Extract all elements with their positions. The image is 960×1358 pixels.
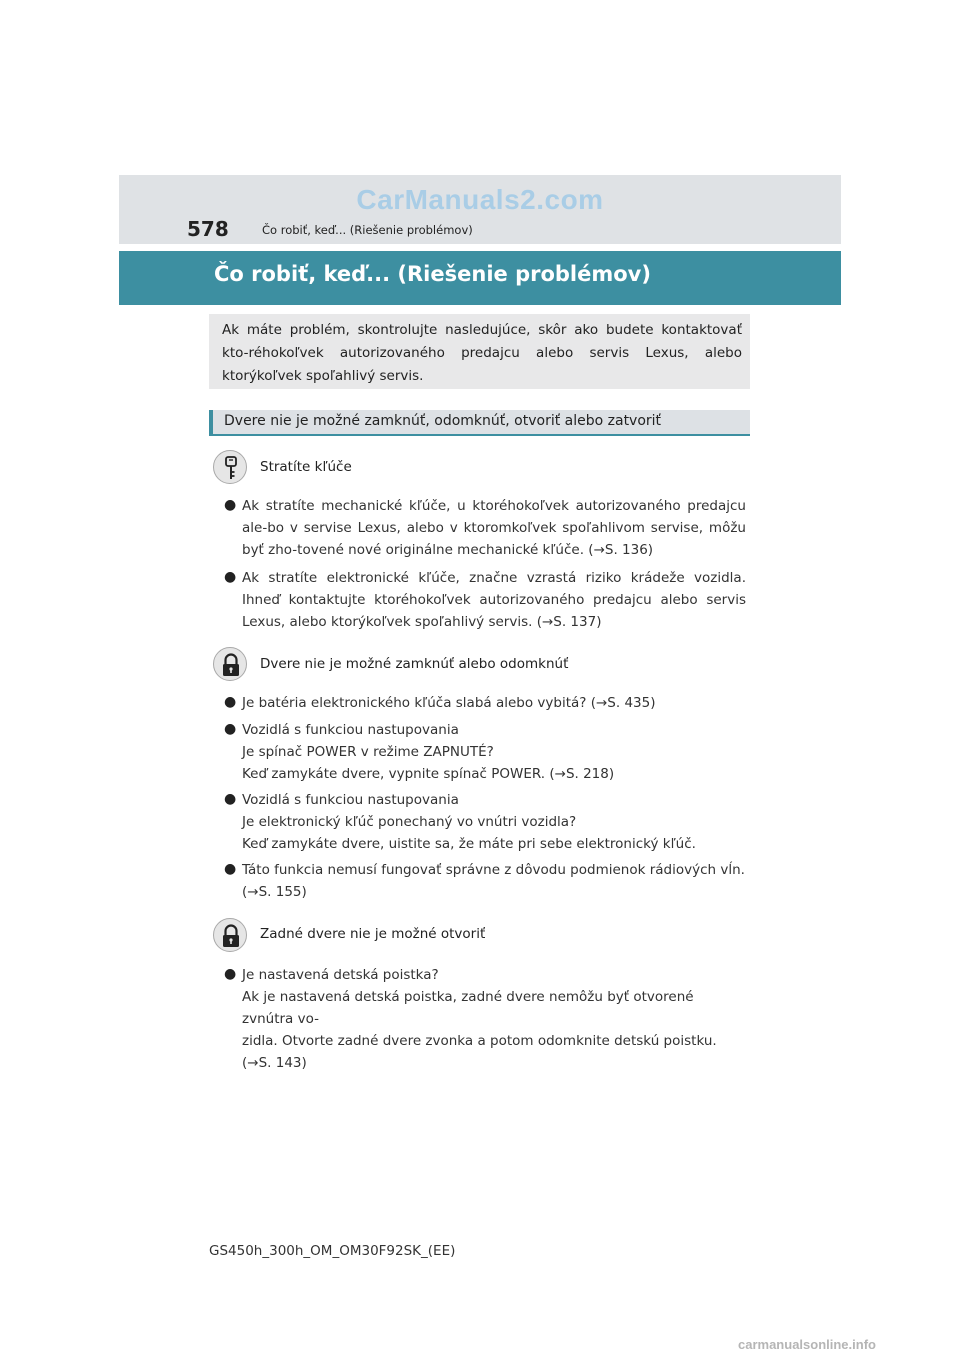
list-item-line: Je elektronický kľúč ponechaný vo vnútri vozidla? <box>242 814 577 830</box>
list-item: Ak stratíte mechanické kľúče, u ktoréhokoľvek autorizovaného predajcu ale-bo v servise Lexus, alebo v ktoromkoľvek spoľahlivom servise, môžu byť zho-tovené nové originálne mechanické kľúče. (→S. 136) <box>242 498 746 558</box>
lock-icon <box>213 918 247 952</box>
bullet-icon: ● <box>224 569 237 585</box>
watermark-top[interactable]: CarManuals2.com <box>356 184 604 215</box>
bullet-icon: ● <box>224 497 237 513</box>
list-item-line: Vozidlá s funkciou nastupovania <box>242 792 459 808</box>
list-item-line: Keď zamykáte dvere, uistite sa, že máte pri sebe elektronický kľúč. <box>242 836 696 852</box>
page-number: 578 <box>187 217 229 241</box>
list-item <box>242 859 746 903</box>
list-item-line: (→S. 143) <box>242 1055 307 1071</box>
bullet-icon: ● <box>224 694 237 710</box>
running-title: Čo robiť, keď... (Riešenie problémov) <box>262 223 473 237</box>
list-item-line: Je batéria elektronického kľúča slabá alebo vybitá? (→S. 435) <box>242 695 656 711</box>
subsection-heading: Dvere nie je možné zamknúť alebo odomknúť <box>260 656 569 672</box>
bullet-icon: ● <box>224 791 237 807</box>
key-icon <box>213 450 247 484</box>
list-item-line: Je spínač POWER v režime ZAPNUTÉ? <box>242 744 494 760</box>
list-item <box>242 719 746 785</box>
list-item-line: (→S. 155) <box>242 884 307 900</box>
list-item-line: Táto funkcia nemusí fungovať správne z dôvodu podmienok rádiových vĺn. <box>242 862 745 878</box>
section-title: Dvere nie je možné zamknúť, odomknúť, otvoriť alebo zatvoriť <box>224 413 662 429</box>
bullet-icon: ● <box>224 721 237 737</box>
bullet-icon: ● <box>224 861 237 877</box>
list-item-line: Keď zamykáte dvere, vypnite spínač POWER. (→S. 218) <box>242 766 615 782</box>
list-item: Ak stratíte elektronické kľúče, značne vzrastá riziko krádeže vozidla. Ihneď kontaktujte ktoréhokoľvek autorizovaného predajcu alebo servis Lexus, alebo ktorýkoľvek spoľahlivý servis. (→S. 137) <box>242 570 746 630</box>
footer-code: GS450h_300h_OM_OM30F92SK_(EE) <box>209 1243 456 1259</box>
list-item <box>242 789 746 855</box>
subsection-heading: Stratíte kľúče <box>260 459 352 475</box>
list-item <box>242 692 746 714</box>
subsection-heading: Zadné dvere nie je možné otvoriť <box>260 926 486 942</box>
list-item-line: Je nastavená detská poistka? <box>242 967 439 983</box>
list-item-line: Ak je nastavená detská poistka, zadné dvere nemôžu byť otvorené zvnútra vo- <box>242 989 694 1027</box>
page-title: Čo robiť, keď... (Riešenie problémov) <box>214 262 651 286</box>
intro-text: Ak máte problém, skontrolujte nasledujúce, skôr ako budete kontaktovať kto-réhokoľvek autorizovaného predajcu alebo servis Lexus, alebo ktorýkoľvek spoľahlivý servis. <box>222 322 742 384</box>
lock-icon <box>213 647 247 681</box>
bullet-icon: ● <box>224 966 237 982</box>
list-item-line: zidla. Otvorte zadné dvere zvonka a potom odomknite detskú poistku. <box>242 1033 717 1049</box>
list-item <box>242 964 746 1074</box>
watermark-bottom[interactable]: carmanualsonline.info <box>738 1337 876 1352</box>
list-item-line: Vozidlá s funkciou nastupovania <box>242 722 459 738</box>
